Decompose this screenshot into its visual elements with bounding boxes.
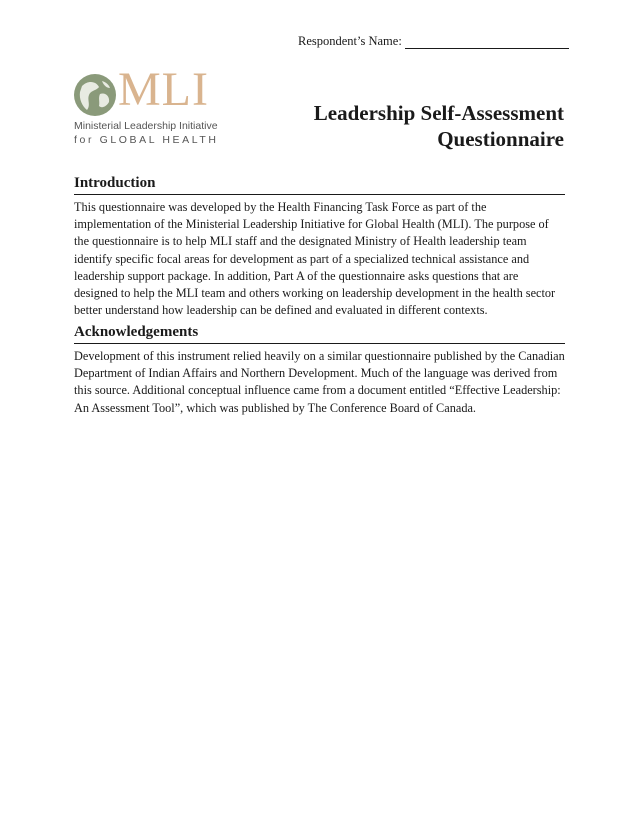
title-line-2: Questionnaire — [437, 127, 564, 151]
acknowledgements-heading: Acknowledgements — [74, 323, 565, 344]
introduction-heading: Introduction — [74, 174, 565, 195]
respondent-name-label: Respondent’s Name: — [298, 34, 402, 48]
logo-wordmark: MLI — [118, 63, 209, 116]
acknowledgements-body: Development of this instrument relied heavily on a similar questionnaire published by the Canadian Department of Indian Affairs and Northern Development. Much of the language was derived from this source. Additional conceptual influence came from a document entitled “Effective Leadership: An Assessment Tool”, which was published by The Conference Board of Canada. — [74, 349, 565, 415]
logo-tagline-2: for GLOBAL HEALTH — [74, 134, 219, 146]
mli-logo — [72, 63, 232, 150]
introduction-section — [74, 174, 565, 319]
acknowledgements-section — [74, 323, 565, 417]
respondent-name-blank[interactable] — [405, 35, 569, 49]
introduction-body: This questionnaire was developed by the Health Financing Task Force as part of the implementation of the Ministerial Leadership Initiative for Global Health (MLI). The purpose of the questionnaire is to help MLI staff and the designated Ministry of Health leadership team identify specific focal areas for development as part of a specialized technical assistance and leadership support package. In addition, Part A of the questionnaire asks questions that are designed to help the MLI team and others working on leadership development in the health sector better understand how leadership can be defined and evaluated in different contexts. — [74, 200, 556, 318]
respondent-name-field — [298, 34, 569, 49]
document-title — [314, 100, 564, 152]
globe-icon — [72, 72, 118, 118]
logo-tagline-1: Ministerial Leadership Initiative — [74, 120, 218, 132]
title-line-1: Leadership Self-Assessment — [313, 101, 564, 125]
